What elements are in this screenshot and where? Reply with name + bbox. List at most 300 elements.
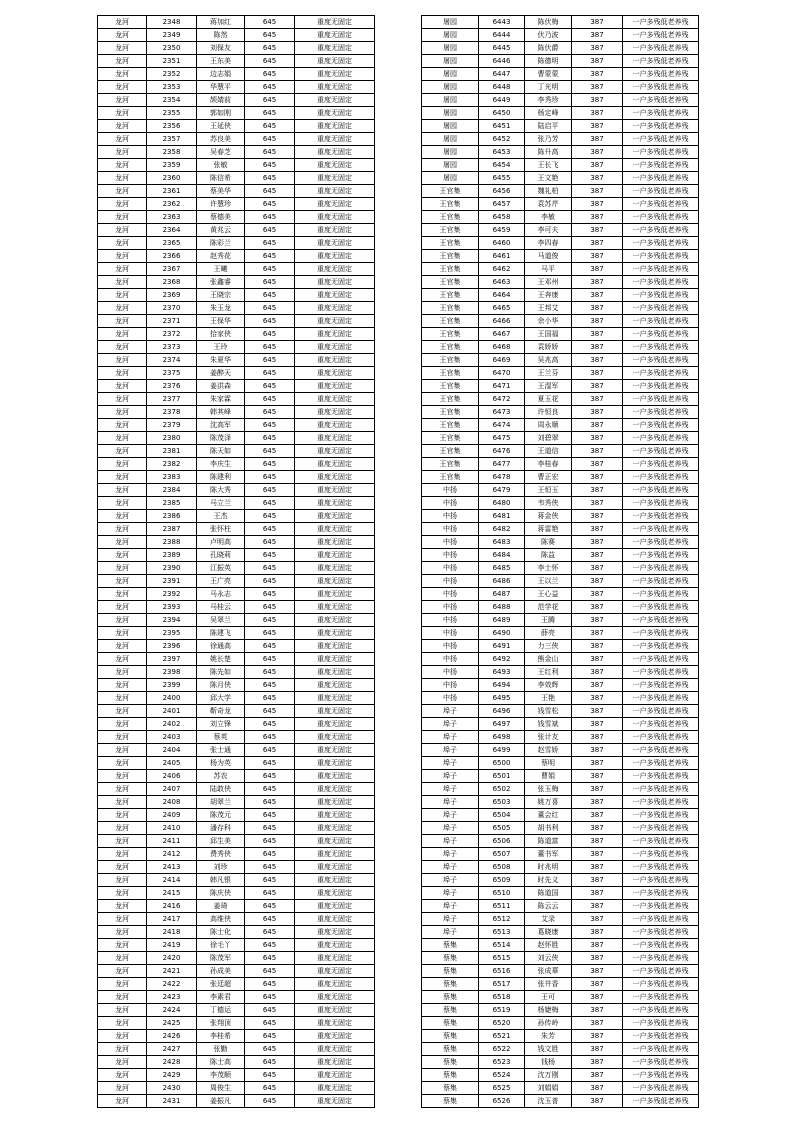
category-cell: 重度无固定 <box>295 536 375 549</box>
amount-cell: 645 <box>245 744 295 757</box>
town-cell: 龙河 <box>98 965 147 978</box>
number-cell: 2410 <box>147 822 197 835</box>
number-cell: 2380 <box>147 432 197 445</box>
category-cell: 一户多残低老养残 <box>623 367 699 380</box>
table-row <box>98 601 375 614</box>
amount-cell: 387 <box>572 1017 623 1030</box>
table-row <box>422 523 699 536</box>
town-cell: 王官集 <box>422 198 479 211</box>
name-cell: 王以兰 <box>525 575 572 588</box>
category-cell: 重度无固定 <box>295 29 375 42</box>
table-row <box>98 263 375 276</box>
table-row <box>98 120 375 133</box>
number-cell: 2421 <box>147 965 197 978</box>
number-cell: 2356 <box>147 120 197 133</box>
table-row <box>98 627 375 640</box>
name-cell: 曹正宏 <box>525 471 572 484</box>
category-cell: 一户多残低老养残 <box>623 523 699 536</box>
category-cell: 一户多残低老养残 <box>623 419 699 432</box>
town-cell: 蔡集 <box>422 1017 479 1030</box>
town-cell: 埠子 <box>422 770 479 783</box>
number-cell: 2416 <box>147 900 197 913</box>
town-cell: 王官集 <box>422 354 479 367</box>
town-cell: 龙河 <box>98 1082 147 1095</box>
town-cell: 龙河 <box>98 406 147 419</box>
category-cell: 一户多残低老养残 <box>623 835 699 848</box>
category-cell: 一户多残低老养残 <box>623 458 699 471</box>
name-cell: 蔡英 <box>197 731 245 744</box>
number-cell: 6509 <box>479 874 525 887</box>
category-cell: 一户多残低老养残 <box>623 159 699 172</box>
name-cell: 张计友 <box>525 731 572 744</box>
town-cell: 王官集 <box>422 432 479 445</box>
number-cell: 6469 <box>479 354 525 367</box>
number-cell: 6484 <box>479 549 525 562</box>
category-cell: 重度无固定 <box>295 497 375 510</box>
number-cell: 6459 <box>479 224 525 237</box>
name-cell: 李素君 <box>197 991 245 1004</box>
number-cell: 2408 <box>147 796 197 809</box>
number-cell: 6494 <box>479 679 525 692</box>
number-cell: 2390 <box>147 562 197 575</box>
table-row <box>98 94 375 107</box>
table-row <box>98 354 375 367</box>
name-cell: 陈伏爵 <box>525 42 572 55</box>
amount-cell: 387 <box>572 627 623 640</box>
table-row <box>422 419 699 432</box>
town-cell: 王官集 <box>422 328 479 341</box>
table-row <box>98 328 375 341</box>
town-cell: 龙河 <box>98 991 147 1004</box>
table-row <box>98 172 375 185</box>
town-cell: 龙河 <box>98 783 147 796</box>
amount-cell: 645 <box>245 289 295 302</box>
amount-cell: 387 <box>572 731 623 744</box>
category-cell: 一户多残低老养残 <box>623 614 699 627</box>
number-cell: 2348 <box>147 16 197 29</box>
amount-cell: 645 <box>245 367 295 380</box>
number-cell: 6522 <box>479 1043 525 1056</box>
table-row <box>98 42 375 55</box>
amount-cell: 645 <box>245 120 295 133</box>
amount-cell: 645 <box>245 107 295 120</box>
category-cell: 一户多残低老养残 <box>623 627 699 640</box>
table-row <box>422 276 699 289</box>
table-row <box>98 302 375 315</box>
name-cell: 陈建飞 <box>197 627 245 640</box>
table-row <box>98 250 375 263</box>
amount-cell: 645 <box>245 614 295 627</box>
category-cell: 一户多残低老养残 <box>623 601 699 614</box>
town-cell: 中扬 <box>422 692 479 705</box>
name-cell: 孙成美 <box>197 965 245 978</box>
number-cell: 2384 <box>147 484 197 497</box>
table-row <box>98 458 375 471</box>
name-cell: 王湿军 <box>525 380 572 393</box>
amount-cell: 645 <box>245 146 295 159</box>
category-cell: 重度无固定 <box>295 120 375 133</box>
amount-cell: 645 <box>245 471 295 484</box>
name-cell: 沈高军 <box>197 419 245 432</box>
name-cell: 费秀侠 <box>197 848 245 861</box>
category-cell: 一户多残低老养残 <box>623 120 699 133</box>
amount-cell: 387 <box>572 653 623 666</box>
amount-cell: 645 <box>245 679 295 692</box>
town-cell: 埠子 <box>422 718 479 731</box>
table-row <box>422 588 699 601</box>
name-cell: 蒋金侠 <box>525 510 572 523</box>
category-cell: 一户多残低老养残 <box>623 211 699 224</box>
name-cell: 韩凡银 <box>197 874 245 887</box>
name-cell: 陈士化 <box>197 926 245 939</box>
town-cell: 龙河 <box>98 68 147 81</box>
number-cell: 2425 <box>147 1017 197 1030</box>
name-cell: 陈茂元 <box>197 809 245 822</box>
category-cell: 一户多残低老养残 <box>623 341 699 354</box>
category-cell: 重度无固定 <box>295 393 375 406</box>
table-row <box>422 237 699 250</box>
town-cell: 蔡集 <box>422 1043 479 1056</box>
amount-cell: 645 <box>245 432 295 445</box>
table-row <box>422 718 699 731</box>
town-cell: 龙河 <box>98 1030 147 1043</box>
town-cell: 龙河 <box>98 211 147 224</box>
number-cell: 6500 <box>479 757 525 770</box>
name-cell: 王文艳 <box>525 172 572 185</box>
table-row <box>98 705 375 718</box>
table-row <box>98 731 375 744</box>
name-cell: 王延侠 <box>197 120 245 133</box>
name-cell: 钱杨 <box>525 1056 572 1069</box>
amount-cell: 645 <box>245 94 295 107</box>
town-cell: 龙河 <box>98 900 147 913</box>
category-cell: 一户多残低老养残 <box>623 354 699 367</box>
table-row <box>98 276 375 289</box>
category-cell: 一户多残低老养残 <box>623 861 699 874</box>
name-cell: 陈建利 <box>197 471 245 484</box>
name-cell: 周俊生 <box>197 1082 245 1095</box>
amount-cell: 645 <box>245 536 295 549</box>
town-cell: 埠子 <box>422 809 479 822</box>
name-cell: 陈信希 <box>197 172 245 185</box>
number-cell: 6449 <box>479 94 525 107</box>
table-row <box>98 81 375 94</box>
category-cell: 重度无固定 <box>295 822 375 835</box>
number-cell: 2399 <box>147 679 197 692</box>
name-cell: 陈茂泽 <box>197 432 245 445</box>
name-cell: 张成華 <box>525 965 572 978</box>
amount-cell: 645 <box>245 68 295 81</box>
amount-cell: 387 <box>572 367 623 380</box>
number-cell: 6510 <box>479 887 525 900</box>
town-cell: 龙河 <box>98 744 147 757</box>
name-cell: 姚万喜 <box>525 796 572 809</box>
amount-cell: 387 <box>572 1056 623 1069</box>
category-cell: 重度无固定 <box>295 133 375 146</box>
name-cell: 韦秀侠 <box>525 497 572 510</box>
amount-cell: 387 <box>572 744 623 757</box>
category-cell: 一户多残低老养残 <box>623 263 699 276</box>
table-row <box>422 536 699 549</box>
number-cell: 6526 <box>479 1095 525 1108</box>
town-cell: 龙河 <box>98 705 147 718</box>
category-cell: 重度无固定 <box>295 185 375 198</box>
town-cell: 王官集 <box>422 445 479 458</box>
town-cell: 中扬 <box>422 653 479 666</box>
category-cell: 重度无固定 <box>295 601 375 614</box>
number-cell: 2423 <box>147 991 197 1004</box>
name-cell: 李敏 <box>525 211 572 224</box>
table-row <box>98 770 375 783</box>
number-cell: 6488 <box>479 601 525 614</box>
number-cell: 6448 <box>479 81 525 94</box>
town-cell: 龙河 <box>98 42 147 55</box>
town-cell: 龙河 <box>98 978 147 991</box>
town-cell: 蔡集 <box>422 1069 479 1082</box>
name-cell: 王长飞 <box>525 159 572 172</box>
table-row <box>98 68 375 81</box>
number-cell: 2428 <box>147 1056 197 1069</box>
category-cell: 一户多残低老养残 <box>623 328 699 341</box>
town-cell: 龙河 <box>98 692 147 705</box>
table-row <box>98 471 375 484</box>
table-row <box>422 679 699 692</box>
category-cell: 重度无固定 <box>295 81 375 94</box>
number-cell: 2378 <box>147 406 197 419</box>
number-cell: 2381 <box>147 445 197 458</box>
number-cell: 2357 <box>147 133 197 146</box>
category-cell: 重度无固定 <box>295 835 375 848</box>
table-row <box>98 562 375 575</box>
category-cell: 重度无固定 <box>295 380 375 393</box>
category-cell: 一户多残低老养残 <box>623 445 699 458</box>
town-cell: 王官集 <box>422 393 479 406</box>
table-row <box>422 627 699 640</box>
table-row <box>98 861 375 874</box>
town-cell: 王官集 <box>422 263 479 276</box>
table-row <box>98 887 375 900</box>
amount-cell: 387 <box>572 68 623 81</box>
number-cell: 2385 <box>147 497 197 510</box>
name-cell: 刘珍 <box>197 861 245 874</box>
table-row <box>422 146 699 159</box>
town-cell: 龙河 <box>98 757 147 770</box>
town-cell: 龙河 <box>98 913 147 926</box>
town-cell: 中扬 <box>422 549 479 562</box>
amount-cell: 645 <box>245 991 295 1004</box>
town-cell: 龙河 <box>98 16 147 29</box>
number-cell: 6487 <box>479 588 525 601</box>
table-row <box>422 731 699 744</box>
category-cell: 一户多残低老养残 <box>623 692 699 705</box>
name-cell: 姜振凡 <box>197 1095 245 1108</box>
category-cell: 重度无固定 <box>295 991 375 1004</box>
number-cell: 2362 <box>147 198 197 211</box>
number-cell: 2420 <box>147 952 197 965</box>
table-row <box>422 978 699 991</box>
amount-cell: 645 <box>245 588 295 601</box>
amount-cell: 387 <box>572 133 623 146</box>
category-cell: 重度无固定 <box>295 1043 375 1056</box>
number-cell: 6499 <box>479 744 525 757</box>
amount-cell: 645 <box>245 484 295 497</box>
amount-cell: 645 <box>245 1056 295 1069</box>
name-cell: 钱雪松 <box>525 705 572 718</box>
name-cell: 沈玉普 <box>525 1095 572 1108</box>
category-cell: 重度无固定 <box>295 55 375 68</box>
number-cell: 2353 <box>147 81 197 94</box>
town-cell: 龙河 <box>98 1043 147 1056</box>
town-cell: 中扬 <box>422 601 479 614</box>
number-cell: 6453 <box>479 146 525 159</box>
number-cell: 2419 <box>147 939 197 952</box>
town-cell: 龙河 <box>98 120 147 133</box>
town-cell: 龙河 <box>98 822 147 835</box>
number-cell: 2352 <box>147 68 197 81</box>
name-cell: 王可 <box>525 991 572 1004</box>
category-cell: 重度无固定 <box>295 887 375 900</box>
table-row <box>98 1069 375 1082</box>
category-cell: 一户多残低老养残 <box>623 991 699 1004</box>
town-cell: 埠子 <box>422 874 479 887</box>
town-cell: 龙河 <box>98 497 147 510</box>
table-row <box>98 198 375 211</box>
number-cell: 6446 <box>479 55 525 68</box>
table-row <box>422 666 699 679</box>
name-cell: 赵秀花 <box>197 250 245 263</box>
category-cell: 重度无固定 <box>295 939 375 952</box>
table-row <box>98 900 375 913</box>
amount-cell: 387 <box>572 640 623 653</box>
table-row <box>422 640 699 653</box>
number-cell: 6489 <box>479 614 525 627</box>
number-cell: 6454 <box>479 159 525 172</box>
town-cell: 龙河 <box>98 237 147 250</box>
category-cell: 重度无固定 <box>295 146 375 159</box>
number-cell: 2389 <box>147 549 197 562</box>
town-cell: 龙河 <box>98 796 147 809</box>
name-cell: 吴春芝 <box>197 146 245 159</box>
left-table-body <box>98 16 375 1108</box>
name-cell: 王保华 <box>197 315 245 328</box>
name-cell: 朱夏华 <box>197 354 245 367</box>
table-row <box>422 952 699 965</box>
name-cell: 马桂云 <box>197 601 245 614</box>
category-cell: 一户多残低老养残 <box>623 237 699 250</box>
town-cell: 埠子 <box>422 744 479 757</box>
amount-cell: 645 <box>245 627 295 640</box>
table-row <box>422 315 699 328</box>
number-cell: 6502 <box>479 783 525 796</box>
name-cell: 王广亮 <box>197 575 245 588</box>
category-cell: 重度无固定 <box>295 796 375 809</box>
category-cell: 一户多残低老养残 <box>623 952 699 965</box>
amount-cell: 645 <box>245 549 295 562</box>
right-table <box>421 15 699 1108</box>
table-row <box>98 848 375 861</box>
amount-cell: 387 <box>572 835 623 848</box>
number-cell: 2360 <box>147 172 197 185</box>
town-cell: 龙河 <box>98 432 147 445</box>
name-cell: 陈月侠 <box>197 679 245 692</box>
name-cell: 韩其峰 <box>197 406 245 419</box>
amount-cell: 387 <box>572 237 623 250</box>
category-cell: 重度无固定 <box>295 523 375 536</box>
town-cell: 中扬 <box>422 536 479 549</box>
amount-cell: 387 <box>572 250 623 263</box>
name-cell: 王奔康 <box>525 289 572 302</box>
town-cell: 屠园 <box>422 107 479 120</box>
town-cell: 蔡集 <box>422 965 479 978</box>
town-cell: 龙河 <box>98 679 147 692</box>
amount-cell: 645 <box>245 263 295 276</box>
number-cell: 2409 <box>147 809 197 822</box>
name-cell: 钱雪斌 <box>525 718 572 731</box>
number-cell: 6503 <box>479 796 525 809</box>
amount-cell: 645 <box>245 250 295 263</box>
town-cell: 龙河 <box>98 198 147 211</box>
number-cell: 6457 <box>479 198 525 211</box>
number-cell: 6463 <box>479 276 525 289</box>
town-cell: 龙河 <box>98 861 147 874</box>
table-row <box>422 783 699 796</box>
number-cell: 2400 <box>147 692 197 705</box>
table-row <box>422 1004 699 1017</box>
amount-cell: 645 <box>245 159 295 172</box>
name-cell: 袁苏芹 <box>525 198 572 211</box>
number-cell: 6506 <box>479 835 525 848</box>
name-cell: 张敏 <box>197 159 245 172</box>
name-cell: 吴兆高 <box>525 354 572 367</box>
number-cell: 2426 <box>147 1030 197 1043</box>
amount-cell: 387 <box>572 484 623 497</box>
amount-cell: 645 <box>245 913 295 926</box>
town-cell: 王官集 <box>422 302 479 315</box>
name-cell: 陆敢侠 <box>197 783 245 796</box>
category-cell: 重度无固定 <box>295 263 375 276</box>
category-cell: 重度无固定 <box>295 874 375 887</box>
amount-cell: 387 <box>572 276 623 289</box>
number-cell: 2387 <box>147 523 197 536</box>
category-cell: 重度无固定 <box>295 484 375 497</box>
amount-cell: 387 <box>572 328 623 341</box>
amount-cell: 645 <box>245 380 295 393</box>
name-cell: 张士通 <box>197 744 245 757</box>
category-cell: 一户多残低老养残 <box>623 796 699 809</box>
table-row <box>98 55 375 68</box>
town-cell: 中扬 <box>422 562 479 575</box>
name-cell: 杨定峰 <box>525 107 572 120</box>
amount-cell: 645 <box>245 198 295 211</box>
table-row <box>98 1095 375 1108</box>
number-cell: 6495 <box>479 692 525 705</box>
table-row <box>98 107 375 120</box>
amount-cell: 387 <box>572 406 623 419</box>
name-cell: 苏良美 <box>197 133 245 146</box>
number-cell: 6524 <box>479 1069 525 1082</box>
amount-cell: 387 <box>572 55 623 68</box>
table-row <box>422 562 699 575</box>
number-cell: 6501 <box>479 770 525 783</box>
number-cell: 2424 <box>147 1004 197 1017</box>
amount-cell: 645 <box>245 861 295 874</box>
table-row <box>98 523 375 536</box>
amount-cell: 645 <box>245 16 295 29</box>
town-cell: 王官集 <box>422 185 479 198</box>
town-cell: 龙河 <box>98 367 147 380</box>
town-cell: 中扬 <box>422 575 479 588</box>
number-cell: 6513 <box>479 926 525 939</box>
